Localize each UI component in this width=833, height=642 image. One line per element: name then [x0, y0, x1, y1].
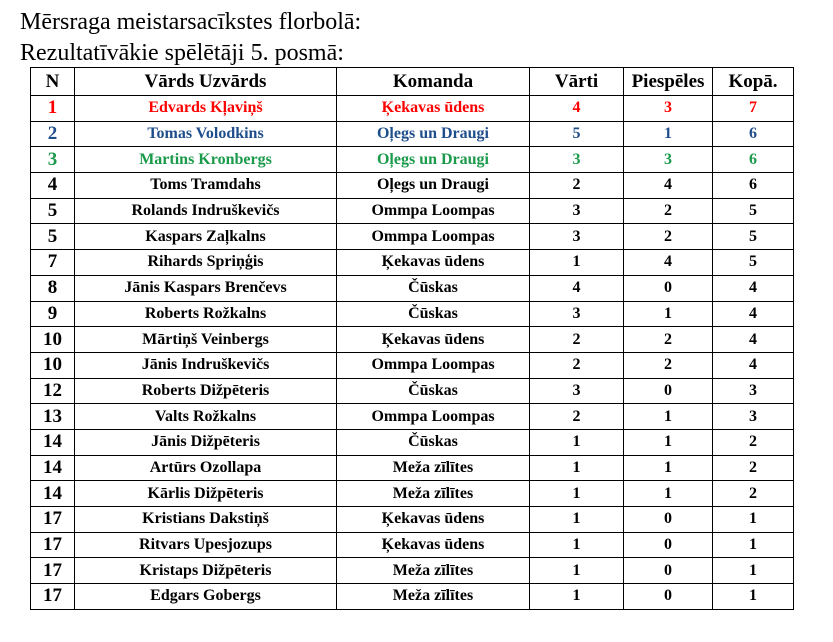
- cell-goals: 4: [530, 275, 624, 301]
- cell-name: Jānis Dižpēteris: [75, 429, 337, 455]
- cell-assists: 1: [624, 404, 713, 430]
- table-row: [31, 481, 794, 507]
- cell-rank: 10: [31, 327, 75, 353]
- cell-total: 1: [713, 584, 794, 610]
- cell-name: Tomas Volodkins: [75, 121, 337, 147]
- cell-team: Ķekavas ūdens: [337, 507, 530, 533]
- header-team: Komanda: [337, 68, 530, 96]
- cell-assists: 4: [624, 173, 713, 199]
- cell-goals: 3: [530, 378, 624, 404]
- cell-total: 6: [713, 173, 794, 199]
- cell-assists: 1: [624, 481, 713, 507]
- cell-assists: 1: [624, 121, 713, 147]
- cell-rank: 2: [31, 121, 75, 147]
- cell-rank: 1: [31, 96, 75, 122]
- cell-total: 4: [713, 275, 794, 301]
- cell-name: Martins Kronbergs: [75, 147, 337, 173]
- cell-total: 5: [713, 250, 794, 276]
- cell-rank: 7: [31, 250, 75, 276]
- header-assists: Piespēles: [624, 68, 713, 96]
- header-goals: Vārti: [530, 68, 624, 96]
- cell-goals: 4: [530, 96, 624, 122]
- cell-total: 3: [713, 404, 794, 430]
- cell-rank: 17: [31, 532, 75, 558]
- page-title: Mērsraga meistarsacīkstes florbolā:: [20, 9, 362, 35]
- cell-rank: 14: [31, 481, 75, 507]
- cell-total: 6: [713, 147, 794, 173]
- cell-name: Mārtiņš Veinbergs: [75, 327, 337, 353]
- cell-rank: 14: [31, 429, 75, 455]
- cell-assists: 4: [624, 250, 713, 276]
- cell-team: Ommpa Loompas: [337, 224, 530, 250]
- header-row: [31, 68, 794, 96]
- cell-rank: 9: [31, 301, 75, 327]
- table-row: [31, 532, 794, 558]
- cell-assists: 3: [624, 96, 713, 122]
- table-row: [31, 173, 794, 199]
- cell-total: 5: [713, 198, 794, 224]
- cell-assists: 1: [624, 429, 713, 455]
- cell-total: 2: [713, 481, 794, 507]
- cell-total: 3: [713, 378, 794, 404]
- cell-goals: 3: [530, 224, 624, 250]
- cell-goals: 1: [530, 429, 624, 455]
- cell-team: Oļegs un Draugi: [337, 147, 530, 173]
- cell-goals: 1: [530, 532, 624, 558]
- cell-name: Edgars Gobergs: [75, 584, 337, 610]
- table-row: [31, 507, 794, 533]
- table-row: [31, 352, 794, 378]
- cell-team: Ommpa Loompas: [337, 404, 530, 430]
- cell-team: Meža zīlītes: [337, 584, 530, 610]
- cell-name: Toms Tramdahs: [75, 173, 337, 199]
- cell-goals: 1: [530, 481, 624, 507]
- cell-name: Kristians Dakstiņš: [75, 507, 337, 533]
- cell-team: Ķekavas ūdens: [337, 96, 530, 122]
- cell-team: Meža zīlītes: [337, 481, 530, 507]
- cell-goals: 3: [530, 301, 624, 327]
- cell-name: Jānis Kaspars Brenčevs: [75, 275, 337, 301]
- cell-goals: 3: [530, 198, 624, 224]
- cell-goals: 1: [530, 507, 624, 533]
- cell-team: Ķekavas ūdens: [337, 532, 530, 558]
- table-row: [31, 327, 794, 353]
- cell-name: Kārlis Dižpēteris: [75, 481, 337, 507]
- cell-total: 6: [713, 121, 794, 147]
- cell-team: Meža zīlītes: [337, 455, 530, 481]
- cell-rank: 17: [31, 507, 75, 533]
- cell-assists: 0: [624, 378, 713, 404]
- header-total: Kopā.: [713, 68, 794, 96]
- table-row: [31, 378, 794, 404]
- cell-name: Rihards Spriņģis: [75, 250, 337, 276]
- cell-rank: 4: [31, 173, 75, 199]
- cell-total: 4: [713, 301, 794, 327]
- cell-name: Artūrs Ozollapa: [75, 455, 337, 481]
- header-name: Vārds Uzvārds: [75, 68, 337, 96]
- cell-total: 4: [713, 327, 794, 353]
- cell-team: Oļegs un Draugi: [337, 121, 530, 147]
- table-row: [31, 96, 794, 122]
- header-n: N: [31, 68, 75, 96]
- cell-assists: 0: [624, 275, 713, 301]
- table-row: [31, 147, 794, 173]
- cell-name: Roberts Dižpēteris: [75, 378, 337, 404]
- cell-goals: 2: [530, 327, 624, 353]
- table-row: [31, 301, 794, 327]
- cell-team: Čūskas: [337, 378, 530, 404]
- cell-goals: 1: [530, 558, 624, 584]
- results-table: [30, 67, 794, 610]
- cell-goals: 5: [530, 121, 624, 147]
- table-row: [31, 429, 794, 455]
- table-row: [31, 558, 794, 584]
- cell-rank: 17: [31, 558, 75, 584]
- cell-assists: 0: [624, 532, 713, 558]
- cell-assists: 0: [624, 584, 713, 610]
- cell-rank: 12: [31, 378, 75, 404]
- table-row: [31, 224, 794, 250]
- cell-goals: 2: [530, 173, 624, 199]
- cell-team: Ommpa Loompas: [337, 352, 530, 378]
- cell-rank: 8: [31, 275, 75, 301]
- page-subtitle: Rezultatīvākie spēlētāji 5. posmā:: [20, 40, 344, 66]
- cell-name: Valts Rožkalns: [75, 404, 337, 430]
- cell-assists: 2: [624, 198, 713, 224]
- cell-goals: 2: [530, 404, 624, 430]
- cell-team: Meža zīlītes: [337, 558, 530, 584]
- cell-goals: 1: [530, 584, 624, 610]
- cell-team: Čūskas: [337, 275, 530, 301]
- cell-total: 1: [713, 507, 794, 533]
- table-row: [31, 404, 794, 430]
- table-row: [31, 584, 794, 610]
- cell-name: Kristaps Dižpēteris: [75, 558, 337, 584]
- cell-goals: 2: [530, 352, 624, 378]
- cell-assists: 1: [624, 455, 713, 481]
- cell-assists: 2: [624, 327, 713, 353]
- cell-total: 1: [713, 532, 794, 558]
- table-row: [31, 198, 794, 224]
- cell-team: Čūskas: [337, 301, 530, 327]
- cell-total: 1: [713, 558, 794, 584]
- cell-rank: 17: [31, 584, 75, 610]
- cell-assists: 0: [624, 558, 713, 584]
- cell-assists: 3: [624, 147, 713, 173]
- cell-goals: 3: [530, 147, 624, 173]
- cell-name: Kaspars Zaļkalns: [75, 224, 337, 250]
- cell-name: Roberts Rožkalns: [75, 301, 337, 327]
- cell-assists: 0: [624, 507, 713, 533]
- cell-total: 4: [713, 352, 794, 378]
- cell-team: Ommpa Loompas: [337, 198, 530, 224]
- cell-name: Jānis Indruškevičs: [75, 352, 337, 378]
- cell-total: 2: [713, 455, 794, 481]
- cell-assists: 2: [624, 352, 713, 378]
- cell-rank: 5: [31, 224, 75, 250]
- cell-team: Ķekavas ūdens: [337, 250, 530, 276]
- cell-total: 7: [713, 96, 794, 122]
- cell-name: Edvards Kļaviņš: [75, 96, 337, 122]
- cell-team: Oļegs un Draugi: [337, 173, 530, 199]
- cell-total: 2: [713, 429, 794, 455]
- cell-rank: 13: [31, 404, 75, 430]
- cell-assists: 2: [624, 224, 713, 250]
- cell-rank: 10: [31, 352, 75, 378]
- cell-rank: 14: [31, 455, 75, 481]
- cell-goals: 1: [530, 250, 624, 276]
- cell-name: Rolands Indruškevičs: [75, 198, 337, 224]
- table-row: [31, 455, 794, 481]
- table-row: [31, 250, 794, 276]
- cell-name: Ritvars Upesjozups: [75, 532, 337, 558]
- cell-total: 5: [713, 224, 794, 250]
- table-row: [31, 121, 794, 147]
- cell-assists: 1: [624, 301, 713, 327]
- cell-goals: 1: [530, 455, 624, 481]
- cell-rank: 5: [31, 198, 75, 224]
- cell-rank: 3: [31, 147, 75, 173]
- cell-team: Ķekavas ūdens: [337, 327, 530, 353]
- table-row: [31, 275, 794, 301]
- cell-team: Čūskas: [337, 429, 530, 455]
- results-body: [31, 96, 794, 610]
